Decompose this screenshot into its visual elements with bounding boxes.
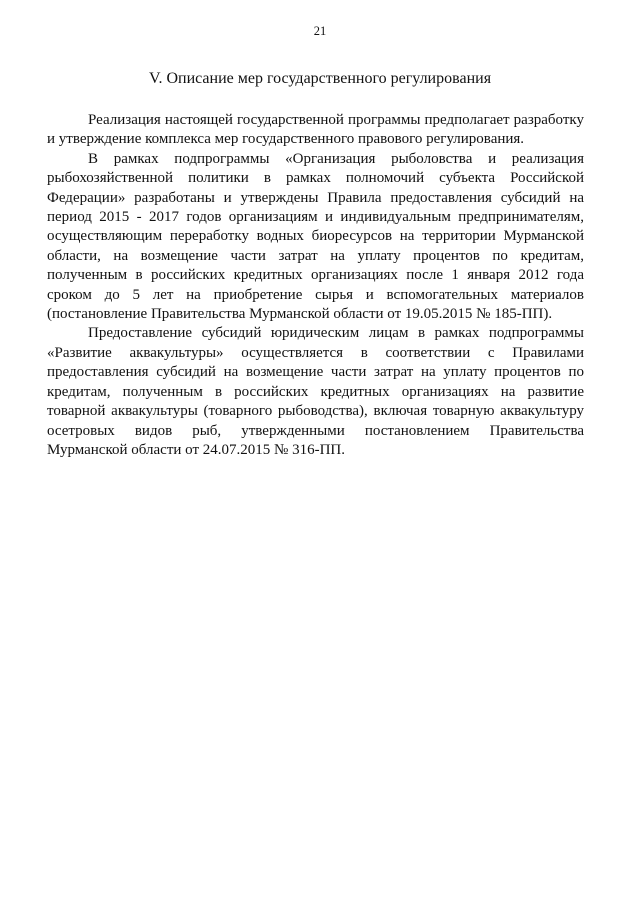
paragraph-fisheries-subprogram: В рамках подпрограммы «Организация рыболовства и реализация рыбохозяйственной политики в рамках полномочий субъекта Российской Федерации» разработаны и утверждены Правила предоставления субсидий на период 2015 - 2017 годов организациям и индивидуальным предпринимателям, осуществляющим переработку водных биоресурсов на территории Мурманской области, на возмещение части затрат на уплату процентов по кредитам, полученным в российских кредитных организациях после 1 января 2012 года сроком до 5 лет на приобретение сырья и вспомогательных материалов (постановление Правительства Мурманской области от 19.05.2015 № 185-ПП). [47, 150, 584, 323]
page-number: 21 [313, 24, 327, 38]
section-heading: V. Описание мер государственного регулирования [148, 70, 492, 87]
document-body [47, 111, 584, 460]
paragraph-aquaculture-subsidies: Предоставление субсидий юридическим лицам в рамках подпрограммы «Развитие аквакультуры» осуществляется в соответствии с Правилами предоставления субсидий на возмещение части затрат на уплату процентов по кредитам, полученным в российских кредитных организациях на развитие товарной аквакультуры (товарного рыбоводства), включая товарную аквакультуру осетровых видов рыб, утвержденными постановлением Правительства Мурманской области от 24.07.2015 № 316-ПП. [47, 325, 584, 458]
paragraph-program-implementation: Реализация настоящей государственной программы предполагает разработку и утверждение комплекса мер государственного правового регулирования. [47, 112, 584, 148]
